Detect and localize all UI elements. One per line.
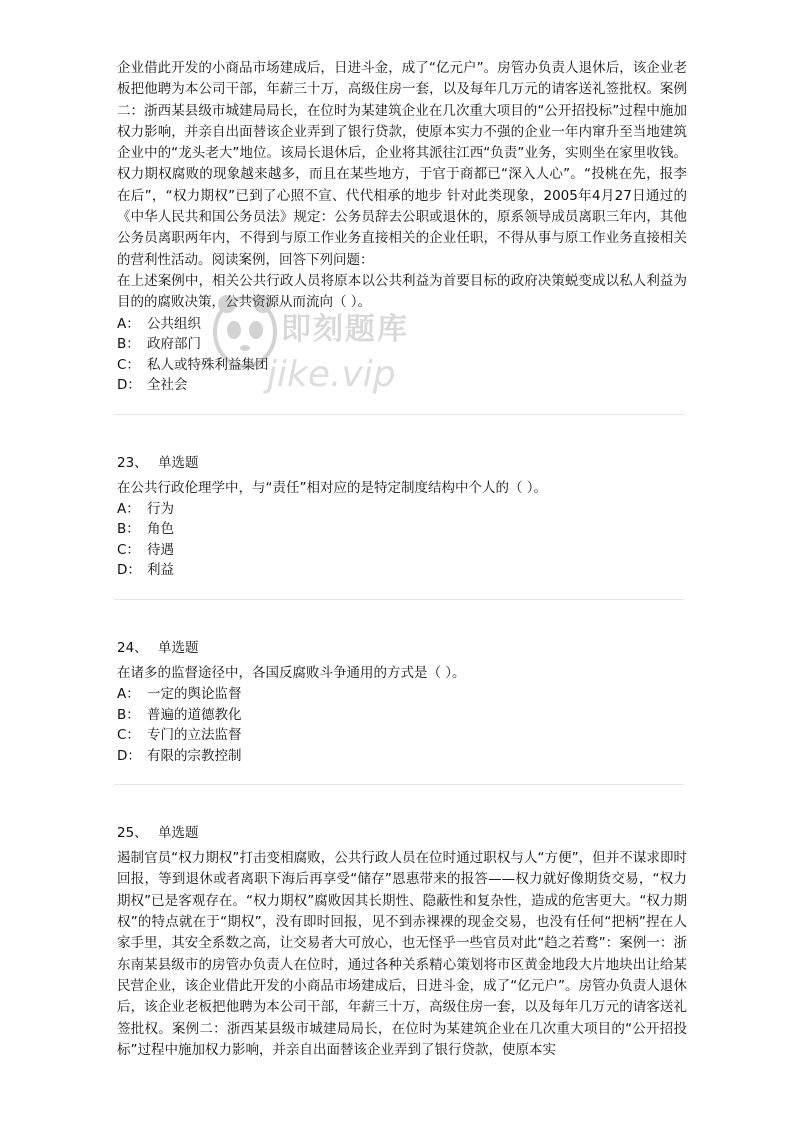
option-c[interactable] <box>117 725 687 746</box>
option-b[interactable] <box>117 519 687 540</box>
option-text: 角色 <box>147 521 174 538</box>
option-d[interactable] <box>117 375 687 396</box>
option-key: A： <box>117 500 140 517</box>
option-key: C： <box>117 727 140 744</box>
question-header-24 <box>117 638 687 659</box>
option-d[interactable] <box>117 560 687 581</box>
option-a[interactable] <box>117 499 687 520</box>
watermark-cn-text: 即刻题库 <box>281 312 409 347</box>
option-key: A： <box>117 686 140 703</box>
option-c[interactable] <box>117 355 687 376</box>
question-number: 25、 <box>117 825 148 842</box>
question-type: 单选题 <box>157 454 199 471</box>
option-text: 有限的宗教控制 <box>147 747 242 764</box>
intro-options <box>117 314 687 396</box>
question-text-23: 在公共行政伦理学中，与“责任”相对应的是特定制度结构中个人的（ ）。 <box>117 479 548 496</box>
options-24 <box>117 684 687 766</box>
option-text: 利益 <box>147 562 174 579</box>
option-c[interactable] <box>117 540 687 561</box>
option-text: 一定的舆论监督 <box>147 686 242 703</box>
option-key: D： <box>117 562 141 579</box>
option-key: D： <box>117 377 141 394</box>
option-key: C： <box>117 541 140 558</box>
option-key: A： <box>117 315 140 332</box>
option-text: 普遍的道德教化 <box>147 706 242 723</box>
question-header-25 <box>117 823 687 844</box>
option-text: 待遇 <box>147 541 174 558</box>
divider <box>114 414 684 415</box>
question-number: 23、 <box>117 454 148 471</box>
option-text: 行为 <box>147 500 174 517</box>
options-23 <box>117 499 687 581</box>
question-type: 单选题 <box>157 825 199 842</box>
option-text: 政府部门 <box>147 336 201 353</box>
option-text: 专门的立法监督 <box>147 727 242 744</box>
question-number: 24、 <box>117 639 148 656</box>
option-key: C： <box>117 356 140 373</box>
option-text: 公共组织 <box>147 315 201 332</box>
intro-question: 在上述案例中，相关公共行政人员将原本以公共利益为首要目标的政府决策蜕变成以私人利益为目的的腐败决策，公共资源从而流向（ ）。 <box>117 272 687 311</box>
question-text-25: 遏制官员“权力期权”打击变相腐败，公共行政人员在位时通过职权与人“方便”，但并不谋求即时回报，等到退休或者离职下海后再享受“储存”恩惠带来的报答——权力就好像期货交易，“权力期权”已是客观存在。“权力期权”腐败因其长期性、隐蔽性和复杂性，造成的危害更大。“权力期权”的特点就在于“期权”，没有即时回报，见不到赤裸裸的现金交易，也没有任何“把柄”捏在人家手里，其安全系数之高，让交易者大可放心，也无怪乎一些官员对此“趋之若鹜”：案例一：浙东南某县级市的房管办负责人在位时，通过各种关系精心策划将市区黄金地段大片地块出让给某民营企业，该企业借此开发的小商品市场建成后，日进斗金，成了“亿元户”。房管办负责人退休后，该企业老板把他聘为本公司干部，年薪三十万，高级住房一套，以及每年几万元的请客送礼签批权。案例二：浙西某县级市城建局局长，在位时为某建筑企业在几次重大项目的“公开招投标”过程中施加权力影响，并亲自出面替该企业弄到了银行贷款，使原本实 <box>117 850 687 1058</box>
question-header-23 <box>117 453 687 474</box>
option-d[interactable] <box>117 746 687 767</box>
divider <box>114 784 684 785</box>
option-b[interactable] <box>117 705 687 726</box>
option-key: B： <box>117 521 140 538</box>
document-page <box>117 58 687 1061</box>
option-key: D： <box>117 747 141 764</box>
intro-paragraph: 企业借此开发的小商品市场建成后，日进斗金，成了“亿元户”。房管办负责人退休后，该企业老板把他聘为本公司干部，年薪三十万，高级住房一套，以及每年几万元的请客送礼签批权。案例二：浙西某县级市城建局局长，在位时为某建筑企业在几次重大项目的“公开招投标”过程中施加权力影响，并亲自出面替该企业弄到了银行贷款，使原本实力不强的企业一年内窜升至当地建筑企业中的“龙头老大”地位。该局长退休后，企业将其派往江西“负责”业务，实则坐在家里收钱。权力期权腐败的现象越来越多，而且在某些地方，于官于商都已“深入人心”。“投桃在先，报李在后”，“权力期权”已到了心照不宣、代代相承的地步 针对此类现象，2005年4月27日通过的《中华人民共和国公务员法》规定：公务员辞去公职或退休的，原系领导成员离职三年内，其他公务员离职两年内，不得到与原工作业务直接相关的企业任职，不得从事与原工作业务直接相关的营利性活动。阅读案例，回答下列问题： <box>117 60 687 268</box>
watermark-en-text: jike.vip <box>267 354 396 395</box>
option-key: B： <box>117 336 140 353</box>
option-b[interactable] <box>117 334 687 355</box>
option-a[interactable] <box>117 314 687 335</box>
option-text: 私人或特殊利益集团 <box>147 356 269 373</box>
option-a[interactable] <box>117 684 687 705</box>
question-text-24: 在诸多的监督途径中，各国反腐败斗争通用的方式是（ ）。 <box>117 664 466 681</box>
divider <box>114 599 684 600</box>
option-key: B： <box>117 706 140 723</box>
option-text: 全社会 <box>147 377 188 394</box>
question-type: 单选题 <box>157 639 199 656</box>
